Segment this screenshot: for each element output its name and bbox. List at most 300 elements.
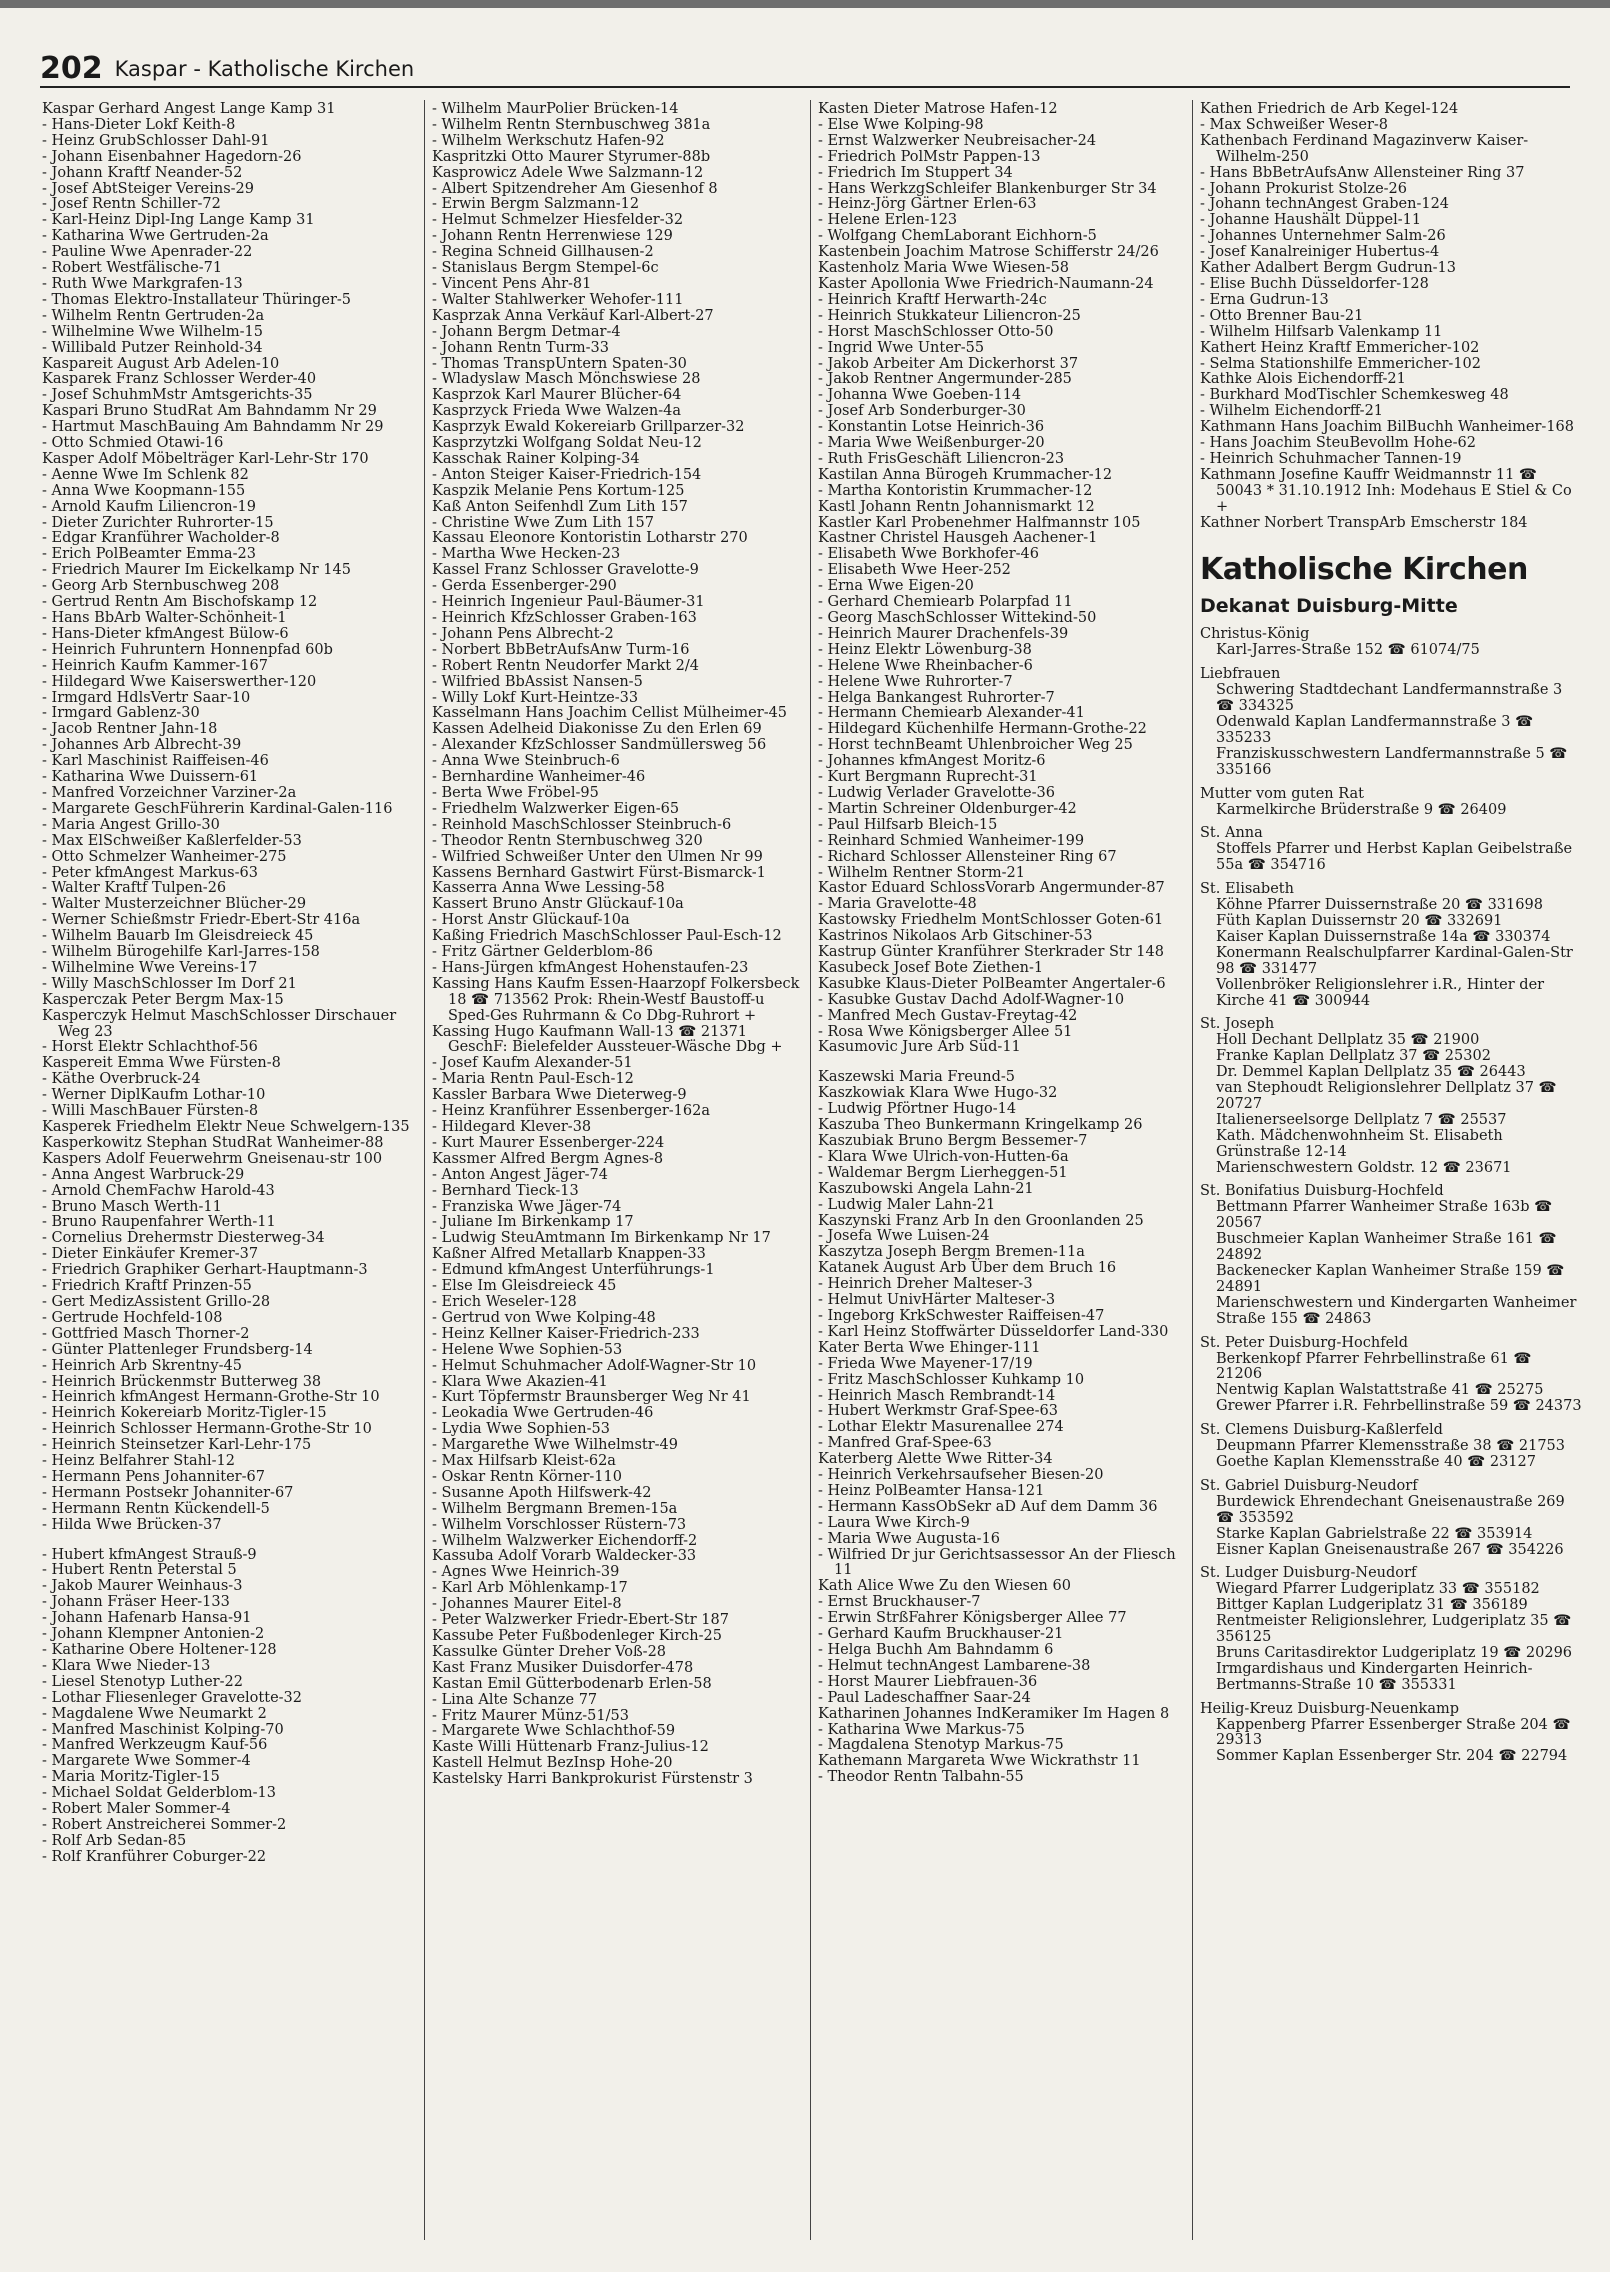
column-rule xyxy=(810,100,811,2240)
directory-entry: Kasperczyk Helmut MaschSchlosser Dirschauer Weg 23 xyxy=(42,1007,397,1040)
directory-entry: - Johannes Arb Albrecht-39 xyxy=(42,737,242,754)
directory-entry: - Peter kfmAngest Markus-63 xyxy=(42,864,258,881)
directory-entry: Kaßner Alfred Metallarb Knappen-33 xyxy=(432,1246,706,1263)
parish-list xyxy=(1200,627,1582,1765)
directory-entry: - Michael Soldat Gelderblom-13 xyxy=(42,1785,276,1802)
directory-entry: - Aenne Wwe Im Schlenk 82 xyxy=(42,466,249,483)
directory-entry: - Helga Buchh Am Bahndamm 6 xyxy=(818,1642,1054,1658)
directory-entry: - Klara Wwe Akazien-41 xyxy=(432,1373,608,1390)
directory-entry: - Elisabeth Wwe Borkhofer-46 xyxy=(818,546,1039,563)
directory-entry: - Richard Schlosser Allensteiner Ring 67 xyxy=(818,848,1117,865)
parish-block xyxy=(1200,787,1582,819)
parish-detail: Bettmann Pfarrer Wanheimer Straße 163b ☎ 20567 xyxy=(1216,1199,1553,1232)
directory-entry: Kastenbein Joachim Matrose Schifferstr 24/26 xyxy=(818,244,1159,261)
directory-entry: - Werner Schießmstr Friedr-Ebert-Str 416a xyxy=(42,912,361,929)
parish-block xyxy=(1200,882,1582,1009)
directory-entry: - Fritz Maurer Münz-51/53 xyxy=(432,1707,629,1724)
directory-entry: - Wilhelm Hilfsarb Valenkamp 11 xyxy=(1200,323,1443,340)
directory-entry: - Gerhard Kaufm Bruckhauser-21 xyxy=(818,1626,1064,1643)
directory-entry: - Erna Wwe Eigen-20 xyxy=(818,578,974,595)
directory-entry: - Hermann Pens Johanniter-67 xyxy=(42,1468,265,1485)
directory-entry: - Heinrich Arb Skrentny-45 xyxy=(42,1357,242,1374)
directory-entry: - Fritz Gärtner Gelderblom-86 xyxy=(432,944,654,961)
directory-entry: - Manfred Maschinist Kolping-70 xyxy=(42,1721,284,1738)
directory-entry: - Gert MedizAssistent Grillo-28 xyxy=(42,1293,271,1310)
directory-entry: - Georg MaschSchlosser Wittekind-50 xyxy=(818,610,1097,626)
directory-entry: - Else Im Gleisdreieck 45 xyxy=(432,1278,617,1295)
directory-entry: - Hermann KassObSekr aD Auf dem Damm 36 xyxy=(818,1498,1158,1515)
directory-entry: - Rolf Arb Sedan-85 xyxy=(42,1832,187,1849)
directory-entry: - Ludwig Maler Lahn-21 xyxy=(818,1196,996,1213)
directory-entry: Kassen Adelheid Diakonisse Zu den Erlen 69 xyxy=(432,721,762,738)
directory-entry: - Horst technBeamt Uhlenbroicher Weg 25 xyxy=(818,737,1133,754)
directory-entry: - Irmgard HdlsVertr Saar-10 xyxy=(42,689,251,706)
directory-entry: Kathmann Josefine Kauffr Weidmannstr 11 ☎ 50043 * 31.10.1912 Inh: Modehaus E Stiel & Co + xyxy=(1200,466,1572,515)
directory-entry: Kathemann Margareta Wwe Wickrathstr 11 xyxy=(818,1753,1141,1770)
directory-entry: - Robert Westfälische-71 xyxy=(42,260,223,277)
directory-entry: - Johanne Haushält Düppel-11 xyxy=(1200,212,1422,229)
directory-entry: - Erich PolBeamter Emma-23 xyxy=(42,546,256,563)
directory-entry: - Gerda Essenberger-290 xyxy=(432,578,617,595)
directory-entry: - Friedhelm Walzwerker Eigen-65 xyxy=(432,800,680,817)
parish-block xyxy=(1200,627,1582,659)
directory-entry: - Ingeborg KrkSchwester Raiffeisen-47 xyxy=(818,1307,1105,1324)
directory-entry: Kassmer Alfred Bergm Agnes-8 xyxy=(432,1150,664,1167)
directory-entry: - Johannes kfmAngest Moritz-6 xyxy=(818,753,1046,770)
directory-entry: - Manfred Werkzeugm Kauf-56 xyxy=(42,1737,268,1754)
directory-entry: - Karl Heinz Stoffwärter Düsseldorfer Land-330 xyxy=(818,1323,1169,1340)
directory-entry: Kassler Barbara Wwe Dieterweg-9 xyxy=(432,1087,687,1104)
directory-entry: Kassens Bernhard Gastwirt Fürst-Bismarck-1 xyxy=(432,864,766,881)
directory-entry: - Helmut technAngest Lambarene-38 xyxy=(818,1657,1091,1674)
directory-entry: - Heinrich Kokereiarb Moritz-Tigler-15 xyxy=(42,1405,327,1422)
directory-entry: - Wilhelmine Wwe Vereins-17 xyxy=(42,959,258,976)
directory-entry: - Werner DiplKaufm Lothar-10 xyxy=(42,1087,266,1104)
parish-detail: Kath. Mädchenwohnheim St. Elisabeth Grünstraße 12-14 xyxy=(1216,1127,1503,1160)
directory-entry: - Oskar Rentn Körner-110 xyxy=(432,1468,622,1485)
directory-entry: - Heinrich Brückenmstr Butterweg 38 xyxy=(42,1373,322,1390)
directory-entry: - Hildegard Klever-38 xyxy=(432,1119,592,1135)
parish-name: St. Gabriel Duisburg-Neudorf xyxy=(1200,1477,1418,1494)
directory-entry: - Alexander KfzSchlosser Sandmüllersweg 56 xyxy=(432,737,767,754)
directory-entry: Kater Berta Wwe Ehinger-111 xyxy=(818,1339,1041,1356)
parish-detail: Holl Dechant Dellplatz 35 ☎ 21900 xyxy=(1216,1032,1480,1049)
directory-entry: Kasprzyck Frieda Wwe Walzen-4a xyxy=(432,403,681,420)
directory-entry: - Wilfried Dr jur Gerichtsassessor An der Fliesch 11 xyxy=(818,1546,1176,1579)
directory-entry: - Gertrud von Wwe Kolping-48 xyxy=(432,1309,656,1326)
directory-entry: Kassulke Günter Dreher Voß-28 xyxy=(432,1643,667,1660)
directory-entry: - Johann Hafenarb Hansa-91 xyxy=(42,1610,252,1627)
directory-entry: - Friedrich Graphiker Gerhart-Hauptmann-3 xyxy=(42,1262,368,1279)
directory-entry: - Katharina Wwe Markus-75 xyxy=(818,1721,1025,1738)
directory-entry: Kasprzak Anna Verkäuf Karl-Albert-27 xyxy=(432,307,714,324)
directory-entry: - Anna Angest Warbruck-29 xyxy=(42,1166,245,1183)
section-subtitle: Dekanat Duisburg-Mitte xyxy=(1200,595,1458,618)
directory-entry: Kathke Alois Eichendorff-21 xyxy=(1200,371,1406,388)
directory-entry: - Theodor Rentn Sternbuschweg 320 xyxy=(432,832,703,849)
directory-entry: - Karl-Heinz Dipl-Ing Lange Kamp 31 xyxy=(42,212,315,229)
directory-entry: - Maria Gravelotte-48 xyxy=(818,896,977,913)
directory-entry: - Gertrud Rentn Am Bischofskamp 12 xyxy=(42,594,318,611)
directory-entry: - Vincent Pens Ahr-81 xyxy=(432,275,592,292)
parish-detail: Grewer Pfarrer i.R. Fehrbellinstraße 59 ☎ 24373 xyxy=(1216,1398,1582,1415)
parish-detail: Sommer Kaplan Essenberger Str. 204 ☎ 22794 xyxy=(1216,1748,1568,1765)
directory-entry: Katerberg Alette Wwe Ritter-34 xyxy=(818,1451,1053,1468)
directory-entry: - Erwin Bergm Salzmann-12 xyxy=(432,196,640,213)
directory-entry: - Johannes Unternehmer Salm-26 xyxy=(1200,228,1446,245)
directory-entry: - Heinz Belfahrer Stahl-12 xyxy=(42,1453,235,1470)
parish-name: St. Elisabeth xyxy=(1200,881,1294,898)
directory-entry: - Helmut Schuhmacher Adolf-Wagner-Str 10 xyxy=(432,1357,757,1374)
directory-entry: - Theodor Rentn Talbahn-55 xyxy=(818,1769,1024,1786)
directory-entry: - Arnold ChemFachw Harold-43 xyxy=(42,1182,275,1199)
directory-entry: Kaspers Adolf Feuerwehrm Gneisenau-str 100 xyxy=(42,1150,383,1167)
directory-entry: - Bruno Masch Werth-11 xyxy=(42,1198,222,1215)
directory-entry: - Johanna Wwe Goeben-114 xyxy=(818,387,1022,404)
parish-name: Liebfrauen xyxy=(1200,666,1281,683)
directory-entry: Kath Alice Wwe Zu den Wiesen 60 xyxy=(818,1578,1071,1595)
directory-entry: - Gertrude Hochfeld-108 xyxy=(42,1309,223,1326)
directory-entry: - Heinz-Jörg Gärtner Erlen-63 xyxy=(818,196,1037,213)
directory-entry: - Reinhard Schmied Wanheimer-199 xyxy=(818,832,1085,849)
directory-entry: - Helene Wwe Rheinbacher-6 xyxy=(818,657,1033,674)
parish-block xyxy=(1200,826,1582,874)
directory-entry: - Jakob Maurer Weinhaus-3 xyxy=(42,1578,243,1595)
parish-name: Mutter vom guten Rat xyxy=(1200,785,1364,802)
directory-entry: - Helene Wwe Ruhrorter-7 xyxy=(818,673,1013,690)
directory-entry: Kasprzyk Ewald Kokereiarb Grillparzer-32 xyxy=(432,419,745,436)
directory-entry: - Heinz GrubSchlosser Dahl-91 xyxy=(42,132,270,149)
parish-block xyxy=(1200,1423,1582,1471)
directory-entry: - Heinrich kfmAngest Hermann-Grothe-Str 10 xyxy=(42,1389,380,1406)
directory-entry: - Manfred Mech Gustav-Freytag-42 xyxy=(818,1007,1078,1024)
directory-entry: - Helene Erlen-123 xyxy=(818,212,958,229)
parish-detail: Bruns Caritasdirektor Ludgeriplatz 19 ☎ 20296 xyxy=(1216,1644,1573,1661)
directory-entry: Kathner Norbert TranspArb Emscherstr 184 xyxy=(1200,514,1528,531)
parish-detail: Italienerseelsorge Dellplatz 7 ☎ 25537 xyxy=(1216,1111,1507,1128)
directory-entry: - Otto Schmied Otawi-16 xyxy=(42,435,224,452)
directory-entry: - Katharine Obere Holtener-128 xyxy=(42,1642,277,1658)
directory-entry: - Walter Musterzeichner Blücher-29 xyxy=(42,896,307,913)
directory-entry: - Johannes Maurer Eitel-8 xyxy=(432,1596,622,1613)
parish-detail: Buschmeier Kaplan Wanheimer Straße 161 ☎ 24892 xyxy=(1216,1231,1557,1264)
directory-entry: - Maria Rentn Paul-Esch-12 xyxy=(432,1071,634,1088)
directory-entry: - Frieda Wwe Mayener-17/19 xyxy=(818,1355,1033,1372)
directory-entry: - Thomas TranspUntern Spaten-30 xyxy=(432,355,687,372)
directory-entry: - Margarete Wwe Schlachthof-59 xyxy=(432,1723,676,1740)
column-4 xyxy=(1200,102,1582,2262)
directory-entry: - Wilfried BbAssist Nansen-5 xyxy=(432,673,643,690)
directory-entry: Kasprzok Karl Maurer Blücher-64 xyxy=(432,387,682,404)
parish-detail: Irmgardishaus und Kindergarten Heinrich-Bertmanns-Straße 10 ☎ 355331 xyxy=(1216,1660,1533,1693)
directory-entry: - Wilhelm Eichendorff-21 xyxy=(1200,403,1384,420)
parish-block xyxy=(1200,1336,1582,1416)
directory-entry: - Wilhelm Rentner Storm-21 xyxy=(818,864,1025,881)
directory-entry: Kaspereit Emma Wwe Fürsten-8 xyxy=(42,1055,281,1072)
directory-entry: - Max Hilfsarb Kleist-62a xyxy=(432,1453,616,1470)
directory-entry: - Berta Wwe Fröbel-95 xyxy=(432,784,599,801)
directory-entry: - Else Wwe Kolping-98 xyxy=(818,116,984,133)
directory-entry: - Walter Stahlwerker Wehofer-111 xyxy=(432,291,684,308)
directory-entry: - Erich Weseler-128 xyxy=(432,1293,577,1310)
directory-entry: - Hans BbArb Walter-Schönheit-1 xyxy=(42,610,287,626)
directory-entry: - Bernhard Tieck-13 xyxy=(432,1182,579,1199)
directory-entry: - Susanne Apoth Hilfswerk-42 xyxy=(432,1484,652,1501)
entry-gap xyxy=(818,1056,1188,1070)
directory-entry: - Erwin StrßFahrer Königsberger Allee 77 xyxy=(818,1610,1127,1627)
directory-entry: - Josefa Wwe Luisen-24 xyxy=(818,1228,990,1245)
directory-entry: Kathert Heinz Kraftf Emmericher-102 xyxy=(1200,339,1480,356)
directory-entry: Kathen Friedrich de Arb Kegel-124 xyxy=(1200,102,1459,117)
directory-entry: - Heinrich Steinsetzer Karl-Lehr-175 xyxy=(42,1437,312,1454)
directory-entry: - Johann Prokurist Stolze-26 xyxy=(1200,180,1408,197)
directory-entry: Kaszubowski Angela Lahn-21 xyxy=(818,1180,1034,1197)
directory-entry: - Rosa Wwe Königsberger Allee 51 xyxy=(818,1023,1073,1040)
parish-detail: Deupmann Pfarrer Klemensstraße 38 ☎ 21753 xyxy=(1216,1438,1565,1455)
parish-detail: Vollenbröker Religionslehrer i.R., Hinter der Kirche 41 ☎ 300944 xyxy=(1216,976,1545,1009)
entry-gap xyxy=(42,1534,412,1548)
directory-entry: - Ludwig SteuAmtmann Im Birkenkamp Nr 17 xyxy=(432,1230,771,1247)
directory-entry: - Hans-Dieter Lokf Keith-8 xyxy=(42,116,236,133)
directory-entry: - Maria Angest Grillo-30 xyxy=(42,816,220,833)
directory-entry: - Hans-Jürgen kfmAngest Hohenstaufen-23 xyxy=(432,959,749,976)
directory-entry: - Margarete Wwe Sommer-4 xyxy=(42,1753,251,1770)
directory-entry: - Ruth FrisGeschäft Liliencron-23 xyxy=(818,450,1065,467)
directory-entry: - Horst MaschSchlosser Otto-50 xyxy=(818,323,1054,340)
directory-entry: - Christine Wwe Zum Lith 157 xyxy=(432,514,654,531)
directory-entry: - Anna Wwe Steinbruch-6 xyxy=(432,753,620,770)
directory-entry: Kassing Hans Kaufm Essen-Haarzopf Folkersbeck 18 ☎ 713562 Prok: Rhein-Westf Baustoff-u Sped-Ges Ruhrmann & Co Dbg-Ruhrort + xyxy=(432,975,800,1024)
directory-entry: - Lothar Elektr Masurenallee 274 xyxy=(818,1419,1064,1436)
parish-detail: Kappenberg Pfarrer Essenberger Straße 204 ☎ 29313 xyxy=(1216,1716,1571,1749)
directory-entry: - Magdalena Stenotyp Markus-75 xyxy=(818,1737,1064,1754)
directory-entry: Kasumovic Jure Arb Süd-11 xyxy=(818,1039,1021,1056)
directory-entry: - Hans Joachim SteuBevollm Hohe-62 xyxy=(1200,435,1476,452)
directory-entry: - Johann Klempner Antonien-2 xyxy=(42,1626,265,1643)
directory-entry: - Wilhelm Bergmann Bremen-15a xyxy=(432,1500,678,1517)
directory-entry: - Johann Kraftf Neander-52 xyxy=(42,164,243,181)
directory-entry: - Katharina Wwe Gertruden-2a xyxy=(42,228,269,245)
directory-entry: Kastowsky Friedhelm MontSchlosser Goten-61 xyxy=(818,912,1164,929)
directory-entry: - Willibald Putzer Reinhold-34 xyxy=(42,339,263,356)
page-header xyxy=(40,46,1570,88)
running-head: Kaspar - Katholische Kirchen xyxy=(114,57,415,81)
directory-entry: - Josef SchuhmMstr Amtsgerichts-35 xyxy=(42,387,313,404)
directory-entry: - Johann Rentn Turm-33 xyxy=(432,339,609,356)
directory-entry: - Max Schweißer Weser-8 xyxy=(1200,116,1388,133)
directory-entry: - Wilhelm Rentn Sternbuschweg 381a xyxy=(432,116,711,133)
parish-detail: Karl-Jarres-Straße 152 ☎ 61074/75 xyxy=(1216,642,1480,659)
directory-entry: Kastner Christel Hausgeh Aachener-1 xyxy=(818,530,1098,547)
directory-entry: - Johann Eisenbahner Hagedorn-26 xyxy=(42,148,302,165)
parish-detail: Stoffels Pfarrer und Herbst Kaplan Geibelstraße 55a ☎ 354716 xyxy=(1216,841,1573,874)
parish-block xyxy=(1200,1566,1582,1693)
directory-entry: Kasserra Anna Wwe Lessing-58 xyxy=(432,880,665,897)
directory-entry: - Klara Wwe Nieder-13 xyxy=(42,1657,211,1674)
directory-entry: - Heinrich Ingenieur Paul-Bäumer-31 xyxy=(432,594,705,611)
directory-entry: - Josef Rentn Schiller-72 xyxy=(42,196,221,213)
directory-entry: - Gerhard Chemiearb Polarpfad 11 xyxy=(818,594,1073,611)
parish-detail: Burdewick Ehrendechant Gneisenaustraße 269 ☎ 353592 xyxy=(1216,1493,1565,1526)
directory-entry: Kasperkowitz Stephan StudRat Wanheimer-88 xyxy=(42,1134,384,1151)
directory-entry: - Ludwig Verlader Gravelotte-36 xyxy=(818,784,1055,801)
parish-detail: Marienschwestern und Kindergarten Wanheimer Straße 155 ☎ 24863 xyxy=(1216,1294,1577,1327)
directory-entry: Katanek August Arb Über dem Bruch 16 xyxy=(818,1260,1117,1277)
directory-entry: - Paul Hilfsarb Bleich-15 xyxy=(818,816,998,833)
directory-entry: Kasperczak Peter Bergm Max-15 xyxy=(42,991,284,1008)
directory-entry: Kaszewski Maria Freund-5 xyxy=(818,1069,1015,1086)
directory-entry: Kaster Apollonia Wwe Friedrich-Naumann-24 xyxy=(818,275,1154,292)
directory-entry: Kasprowicz Adele Wwe Salzmann-12 xyxy=(432,164,704,181)
column-rule xyxy=(424,100,425,2240)
directory-entry: Kassing Hugo Kaufmann Wall-13 ☎ 21371 GeschF: Bielefelder Aussteuer-Wäsche Dbg + xyxy=(432,1023,783,1056)
directory-entry: - Bernhardine Wanheimer-46 xyxy=(432,769,646,786)
column-2 xyxy=(432,102,802,2262)
directory-entry: Kaspareit August Arb Adelen-10 xyxy=(42,355,280,372)
parish-detail: Füth Kaplan Duissernstr 20 ☎ 332691 xyxy=(1216,912,1503,929)
parish-detail: Wiegard Pfarrer Ludgeriplatz 33 ☎ 355182 xyxy=(1216,1581,1540,1598)
directory-entry: - Hans WerkzgSchleifer Blankenburger Str 34 xyxy=(818,180,1157,197)
parish-name: St. Anna xyxy=(1200,825,1263,842)
directory-entry: - Martha Wwe Hecken-23 xyxy=(432,546,621,563)
directory-entry: Kaßing Friedrich MaschSchlosser Paul-Esch-12 xyxy=(432,928,782,945)
directory-entry: - Heinrich Dreher Malteser-3 xyxy=(818,1276,1033,1293)
directory-entry: - Kasubke Gustav Dachd Adolf-Wagner-10 xyxy=(818,991,1125,1008)
directory-entry: - Wilhelmine Wwe Wilhelm-15 xyxy=(42,323,263,340)
directory-entry: - Pauline Wwe Apenrader-22 xyxy=(42,244,253,261)
parish-detail: Köhne Pfarrer Duissernstraße 20 ☎ 331698 xyxy=(1216,897,1543,914)
directory-entry: - Günter Plattenleger Frundsberg-14 xyxy=(42,1341,313,1358)
directory-entry: Kassau Eleonore Kontoristin Lotharstr 270 xyxy=(432,530,748,547)
parish-detail: Dr. Demmel Kaplan Dellplatz 35 ☎ 26443 xyxy=(1216,1064,1526,1081)
parish-detail: Starke Kaplan Gabrielstraße 22 ☎ 353914 xyxy=(1216,1525,1533,1542)
directory-entry: - Horst Maurer Liebfrauen-36 xyxy=(818,1673,1038,1690)
directory-entry: Kastan Emil Gütterbodenarb Erlen-58 xyxy=(432,1675,712,1692)
directory-entry: - Heinrich Fuhruntern Honnenpfad 60b xyxy=(42,641,333,658)
directory-entry: - Ernst Walzwerker Neubreisacher-24 xyxy=(818,132,1097,149)
directory-entry: - Edmund kfmAngest Unterführungs-1 xyxy=(432,1262,715,1279)
directory-entry: Kassel Franz Schlosser Gravelotte-9 xyxy=(432,562,699,579)
directory-entry: Kastelsky Harri Bankprokurist Fürstenstr 3 xyxy=(432,1771,753,1788)
directory-entry: - Kurt Töpfermstr Braunsberger Weg Nr 41 xyxy=(432,1389,751,1406)
directory-entry: - Erna Gudrun-13 xyxy=(1200,291,1329,308)
parish-detail: Schwering Stadtdechant Landfermannstraße 3 ☎ 334325 xyxy=(1216,682,1563,715)
directory-entry: - Friedrich PolMstr Pappen-13 xyxy=(818,148,1041,165)
parish-detail: Berkenkopf Pfarrer Fehrbellinstraße 61 ☎ 21206 xyxy=(1216,1350,1532,1383)
page-number: 202 xyxy=(40,51,103,86)
directory-entry: - Irmgard Gablenz-30 xyxy=(42,705,200,722)
directory-entry: - Helga Bankangest Ruhrorter-7 xyxy=(818,689,1055,706)
directory-entry: - Willi MaschBauer Fürsten-8 xyxy=(42,1103,259,1120)
directory-entry: - Cornelius Drehermstr Diesterweg-34 xyxy=(42,1230,325,1247)
directory-entry: - Regina Schneid Gillhausen-2 xyxy=(432,244,654,261)
parish-name: St. Joseph xyxy=(1200,1016,1275,1033)
directory-entry: - Josef Kanalreiniger Hubertus-4 xyxy=(1200,244,1440,261)
directory-entry: - Albert Spitzendreher Am Giesenhof 8 xyxy=(432,180,718,197)
directory-entry: - Willy MaschSchlosser Im Dorf 21 xyxy=(42,975,297,992)
directory-entry: - Kurt Bergmann Ruprecht-31 xyxy=(818,769,1038,786)
directory-entry: Kathenbach Ferdinand Magazinverw Kaiser-Wilhelm-250 xyxy=(1200,132,1529,165)
directory-entry: - Wilhelm Walzwerker Eichendorff-2 xyxy=(432,1532,698,1549)
directory-entry: - Dieter Zurichter Ruhrorter-15 xyxy=(42,514,274,531)
directory-entry: - Maria Moritz-Tigler-15 xyxy=(42,1769,220,1786)
directory-entry: - Hilda Wwe Brücken-37 xyxy=(42,1516,222,1533)
directory-entry: Kaste Willi Hüttenarb Franz-Julius-12 xyxy=(432,1739,709,1756)
directory-entry: - Josef AbtSteiger Vereins-29 xyxy=(42,180,255,197)
directory-entry: - Heinrich Maurer Drachenfels-39 xyxy=(818,625,1069,642)
directory-entry: - Robert Rentn Neudorfer Markt 2/4 xyxy=(432,657,700,674)
directory-entry: - Hildegard Wwe Kaiserswerther-120 xyxy=(42,673,317,690)
parish-detail: Goethe Kaplan Klemensstraße 40 ☎ 23127 xyxy=(1216,1453,1536,1470)
parish-name: St. Clemens Duisburg-Kaßlerfeld xyxy=(1200,1422,1443,1439)
directory-entry: - Otto Schmelzer Wanheimer-275 xyxy=(42,848,287,865)
directory-entry: - Agnes Wwe Heinrich-39 xyxy=(432,1564,620,1581)
directory-entry: - Johann Fräser Heer-133 xyxy=(42,1594,230,1611)
directory-entry: - Ruth Wwe Markgrafen-13 xyxy=(42,275,243,292)
parish-block xyxy=(1200,1702,1582,1766)
directory-entry: - Elisabeth Wwe Heer-252 xyxy=(818,562,1011,579)
directory-entry: - Hubert kfmAngest Strauß-9 xyxy=(42,1546,257,1563)
directory-entry: - Kurt Maurer Essenberger-224 xyxy=(432,1134,665,1151)
parish-detail: Odenwald Kaplan Landfermannstraße 3 ☎ 335233 xyxy=(1216,714,1534,746)
directory-entry: - Franziska Wwe Jäger-74 xyxy=(432,1198,622,1215)
directory-entry: Kastell Helmut BezInsp Hohe-20 xyxy=(432,1755,673,1772)
directory-entry: Kather Adalbert Bergm Gudrun-13 xyxy=(1200,260,1457,277)
parish-detail: Nentwig Kaplan Walstattstraße 41 ☎ 25275 xyxy=(1216,1382,1544,1399)
directory-entry: - Hermann Rentn Kückendell-5 xyxy=(42,1500,270,1517)
parish-block xyxy=(1200,1479,1582,1559)
directory-entry: - Maria Wwe Weißenburger-20 xyxy=(818,435,1045,452)
directory-entry: Kassuba Adolf Vorarb Waldecker-33 xyxy=(432,1548,697,1565)
directory-entry: - Lina Alte Schanze 77 xyxy=(432,1691,598,1708)
directory-entry: - Juliane Im Birkenkamp 17 xyxy=(432,1214,634,1231)
directory-entry: Kastrinos Nikolaos Arb Gitschiner-53 xyxy=(818,928,1093,945)
directory-entry: - Klara Wwe Ulrich-von-Hutten-6a xyxy=(818,1148,1069,1165)
directory-entry: - Stanislaus Bergm Stempel-6c xyxy=(432,260,659,277)
directory-entry: - Dieter Einkäufer Kremer-37 xyxy=(42,1246,259,1263)
directory-entry: - Robert Maler Sommer-4 xyxy=(42,1801,231,1818)
directory-entry: - Gottfried Masch Thorner-2 xyxy=(42,1325,250,1342)
directory-entry: - Max ElSchweißer Kaßlerfelder-53 xyxy=(42,832,302,849)
parish-detail: Franziskusschwestern Landfermannstraße 5 ☎ 335166 xyxy=(1216,745,1568,778)
directory-entry: Kaspzik Melanie Pens Kortum-125 xyxy=(432,482,685,499)
directory-entry: - Johann technAngest Graben-124 xyxy=(1200,196,1450,213)
directory-entry: - Manfred Graf-Spee-63 xyxy=(818,1435,992,1452)
directory-entry: - Selma Stationshilfe Emmericher-102 xyxy=(1200,355,1481,372)
directory-entry: - Laura Wwe Kirch-9 xyxy=(818,1514,970,1531)
directory-entry: Kasubke Klaus-Dieter PolBeamter Angertaler-6 xyxy=(818,975,1166,992)
parish-detail: Backenecker Kaplan Wanheimer Straße 159 ☎ 24891 xyxy=(1216,1263,1565,1295)
parish-detail: Kaiser Kaplan Duissernstraße 14a ☎ 330374 xyxy=(1216,928,1551,945)
parish-detail: Rentmeister Religionslehrer, Ludgeriplatz 35 ☎ 356125 xyxy=(1216,1613,1572,1646)
directory-entry: - Paul Ladeschaffner Saar-24 xyxy=(818,1689,1031,1706)
section-title: Katholische Kirchen xyxy=(1200,552,1528,588)
directory-entry: - Horst Elektr Schlachthof-56 xyxy=(42,1039,258,1056)
directory-entry: Kasperek Friedhelm Elektr Neue Schwelgern-135 xyxy=(42,1119,410,1135)
parish-detail: Karmelkirche Brüderstraße 9 ☎ 26409 xyxy=(1216,801,1507,818)
directory-entry: - Fritz MaschSchlosser Kuhkamp 10 xyxy=(818,1371,1085,1388)
parish-name: St. Ludger Duisburg-Neudorf xyxy=(1200,1565,1417,1582)
directory-entry: Kaszytza Joseph Bergm Bremen-11a xyxy=(818,1244,1085,1261)
directory-entry: - Otto Brenner Bau-21 xyxy=(1200,307,1364,324)
directory-entry: - Konstantin Lotse Heinrich-36 xyxy=(818,419,1045,436)
directory-entry: - Friedrich Kraftf Prinzen-55 xyxy=(42,1278,252,1295)
directory-entry: Kassert Bruno Anstr Glückauf-10a xyxy=(432,896,684,913)
directory-entry: Kastilan Anna Bürogeh Krummacher-12 xyxy=(818,466,1113,483)
directory-entry: - Anton Angest Jäger-74 xyxy=(432,1166,608,1183)
directory-entry: - Heinz Kellner Kaiser-Friedrich-233 xyxy=(432,1325,700,1342)
directory-entry: - Ingrid Wwe Unter-55 xyxy=(818,339,985,356)
